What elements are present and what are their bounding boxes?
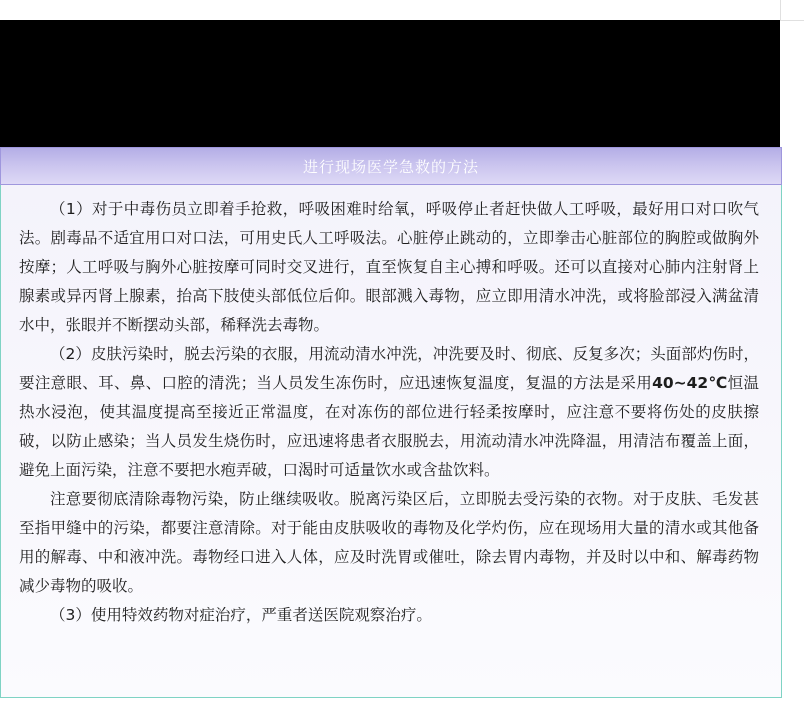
paragraph-1 [19,195,759,340]
paragraph-2-text-after-bold: 恒温热水浸泡，使其温度提高至接近正常温度，在对冻伤的部位进行轻柔按摩时，应注意不要将伤处的皮肤擦破，以防止感染；当人员发生烧伤时，应迅速将患者衣服脱去，用流动清水冲洗降温，用清洁布覆盖上面，避免上面污染，注意不要把水疱弄破，口渴时可适量饮水或含盐饮料。 [19,374,759,479]
paragraph-3-text: 注意要彻底清除毒物污染，防止继续吸收。脱离污染区后，立即脱去受污染的衣物。对于皮肤、毛发甚至指甲缝中的污染，都要注意清除。对于能由皮肤吸收的毒物及化学灼伤，应在现场用大量的清水或其他备用的解毒、中和液冲洗。毒物经口进入人体，应及时洗胃或催吐，除去胃内毒物，并及时以中和、解毒药物减少毒物的吸收。 [19,490,759,595]
slide-content-box [0,185,782,698]
slide-top-band [0,20,780,147]
paragraph-3 [19,485,759,601]
slide-top-right-fill [780,20,804,147]
slide-bottom-strip [0,698,804,710]
paragraph-2-temperature-range: 40~42℃ [652,374,728,392]
page-title: 进行现场医学急救的方法 [302,157,479,176]
paragraph-2 [19,340,759,485]
paragraph-4-text: （3）使用特效药物对症治疗，严重者送医院观察治疗。 [50,606,432,624]
paragraph-1-text: （1）对于中毒伤员立即着手抢救，呼吸困难时给氧，呼吸停止者赶快做人工呼吸，最好用口对口吹气法。剧毒品不适宜用口对口法，可用史氏人工呼吸法。心脏停止跳动的，立即拳击心脏部位的胸腔或做胸外按摩；人工呼吸与胸外心脏按摩可同时交叉进行，直至恢复自主心搏和呼吸。还可以直接对心肺内注射肾上腺素或异丙肾上腺素，抬高下肢使头部低位后仰。眼部溅入毒物，应立即用清水冲洗，或将脸部浸入满盆清水中，张眼并不断摆动头部，稀释洗去毒物。 [19,200,759,334]
paragraph-4 [19,601,759,630]
slide-title-bar [0,147,782,185]
paragraph-2-text-before-bold: （2）皮肤污染时，脱去污染的衣服，用流动清水冲洗，冲洗要及时、彻底、反复多次；头面部灼伤时，要注意眼、耳、鼻、口腔的清洗；当人员发生冻伤时，应迅速恢复温度，复温的方法是采用 [19,345,759,392]
slide-corner-box [780,0,804,21]
